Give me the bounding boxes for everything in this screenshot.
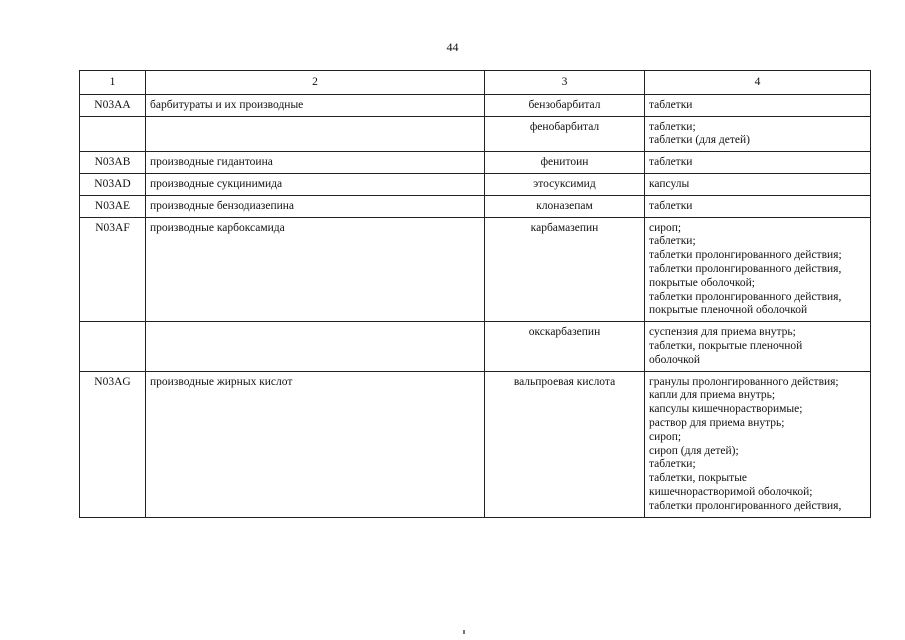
table-header-row <box>80 71 871 95</box>
atc-code-cell: N03AE <box>80 195 146 217</box>
dosage-form-line: таблетки <box>649 98 693 111</box>
table-row <box>80 322 871 371</box>
pharmacological-group-cell <box>146 322 485 371</box>
drug-name-cell: фенитоин <box>485 152 645 174</box>
dosage-forms-cell <box>645 371 871 517</box>
dosage-form-line: капсулы <box>649 177 690 190</box>
dosage-form-line: сироп; <box>649 221 682 234</box>
pharmacological-group-cell: производные бензодиазепина <box>146 195 485 217</box>
dosage-forms-cell <box>645 152 871 174</box>
column-header-4: 4 <box>645 71 871 95</box>
dosage-form-line: покрытые пленочной оболочкой <box>649 304 808 317</box>
dosage-form-line: таблетки пролонгированного действия; <box>649 249 842 262</box>
pharmacological-group-cell: производные жирных кислот <box>146 371 485 517</box>
dosage-form-line: раствор для приема внутрь; <box>649 416 785 429</box>
column-header-3: 3 <box>485 71 645 95</box>
dosage-forms-cell <box>645 195 871 217</box>
dosage-form-line: таблетки; <box>649 458 696 471</box>
dosage-form-line: кишечнорастворимой оболочкой; <box>649 485 813 498</box>
dosage-form-line: таблетки, покрытые <box>649 472 748 485</box>
table-row <box>80 173 871 195</box>
table-row <box>80 217 871 322</box>
dosage-form-line: оболочкой <box>649 353 701 366</box>
atc-code-cell: N03AA <box>80 94 146 116</box>
dosage-form-line: таблетки, покрытые пленочной <box>649 339 803 352</box>
dosage-form-line: капсулы кишечнорастворимые; <box>649 403 803 416</box>
dosage-form-line: сироп; <box>649 430 682 443</box>
dosage-form-line: таблетки пролонгированного действия, <box>649 262 842 275</box>
table-row <box>80 371 871 517</box>
drug-name-cell: карбамазепин <box>485 217 645 322</box>
table-row <box>80 195 871 217</box>
dosage-form-line: капли для приема внутрь; <box>649 389 776 402</box>
column-header-1: 1 <box>80 71 146 95</box>
atc-code-cell: N03AF <box>80 217 146 322</box>
pharmacological-group-cell: барбитураты и их производные <box>146 94 485 116</box>
drug-name-cell: бензобарбитал <box>485 94 645 116</box>
dosage-forms-cell <box>645 173 871 195</box>
column-header-2: 2 <box>146 71 485 95</box>
dosage-form-line: таблетки пролонгированного действия, <box>649 499 842 512</box>
drug-table <box>79 70 871 518</box>
atc-code-cell: N03AG <box>80 371 146 517</box>
dosage-forms-cell <box>645 116 871 152</box>
dosage-form-line: таблетки пролонгированного действия, <box>649 290 842 303</box>
drug-name-cell: фенобарбитал <box>485 116 645 152</box>
dosage-forms-cell <box>645 322 871 371</box>
dosage-forms-cell <box>645 94 871 116</box>
atc-code-cell <box>80 322 146 371</box>
table-row <box>80 116 871 152</box>
dosage-form-line: таблетки (для детей) <box>649 134 750 147</box>
dosage-form-line: суспензия для приема внутрь; <box>649 326 796 339</box>
dosage-form-line: таблетки; <box>649 120 696 133</box>
pharmacological-group-cell <box>146 116 485 152</box>
pharmacological-group-cell: производные карбоксамида <box>146 217 485 322</box>
scan-mark <box>463 630 465 634</box>
dosage-form-line: таблетки <box>649 199 693 212</box>
atc-code-cell: N03AD <box>80 173 146 195</box>
atc-code-cell <box>80 116 146 152</box>
drug-name-cell: окскарбазепин <box>485 322 645 371</box>
dosage-form-line: таблетки; <box>649 235 696 248</box>
pharmacological-group-cell: производные гидантоина <box>146 152 485 174</box>
dosage-form-line: гранулы пролонгированного действия; <box>649 375 839 388</box>
table-body <box>80 94 871 517</box>
table-row <box>80 152 871 174</box>
drug-name-cell: этосуксимид <box>485 173 645 195</box>
drug-name-cell: клоназепам <box>485 195 645 217</box>
pharmacological-group-cell: производные сукцинимида <box>146 173 485 195</box>
page-number: 44 <box>446 40 459 54</box>
drug-name-cell: вальпроевая кислота <box>485 371 645 517</box>
dosage-forms-cell <box>645 217 871 322</box>
atc-code-cell: N03AB <box>80 152 146 174</box>
dosage-form-line: покрытые оболочкой; <box>649 276 755 289</box>
dosage-form-line: таблетки <box>649 156 693 169</box>
dosage-form-line: сироп (для детей); <box>649 444 739 457</box>
table-row <box>80 94 871 116</box>
